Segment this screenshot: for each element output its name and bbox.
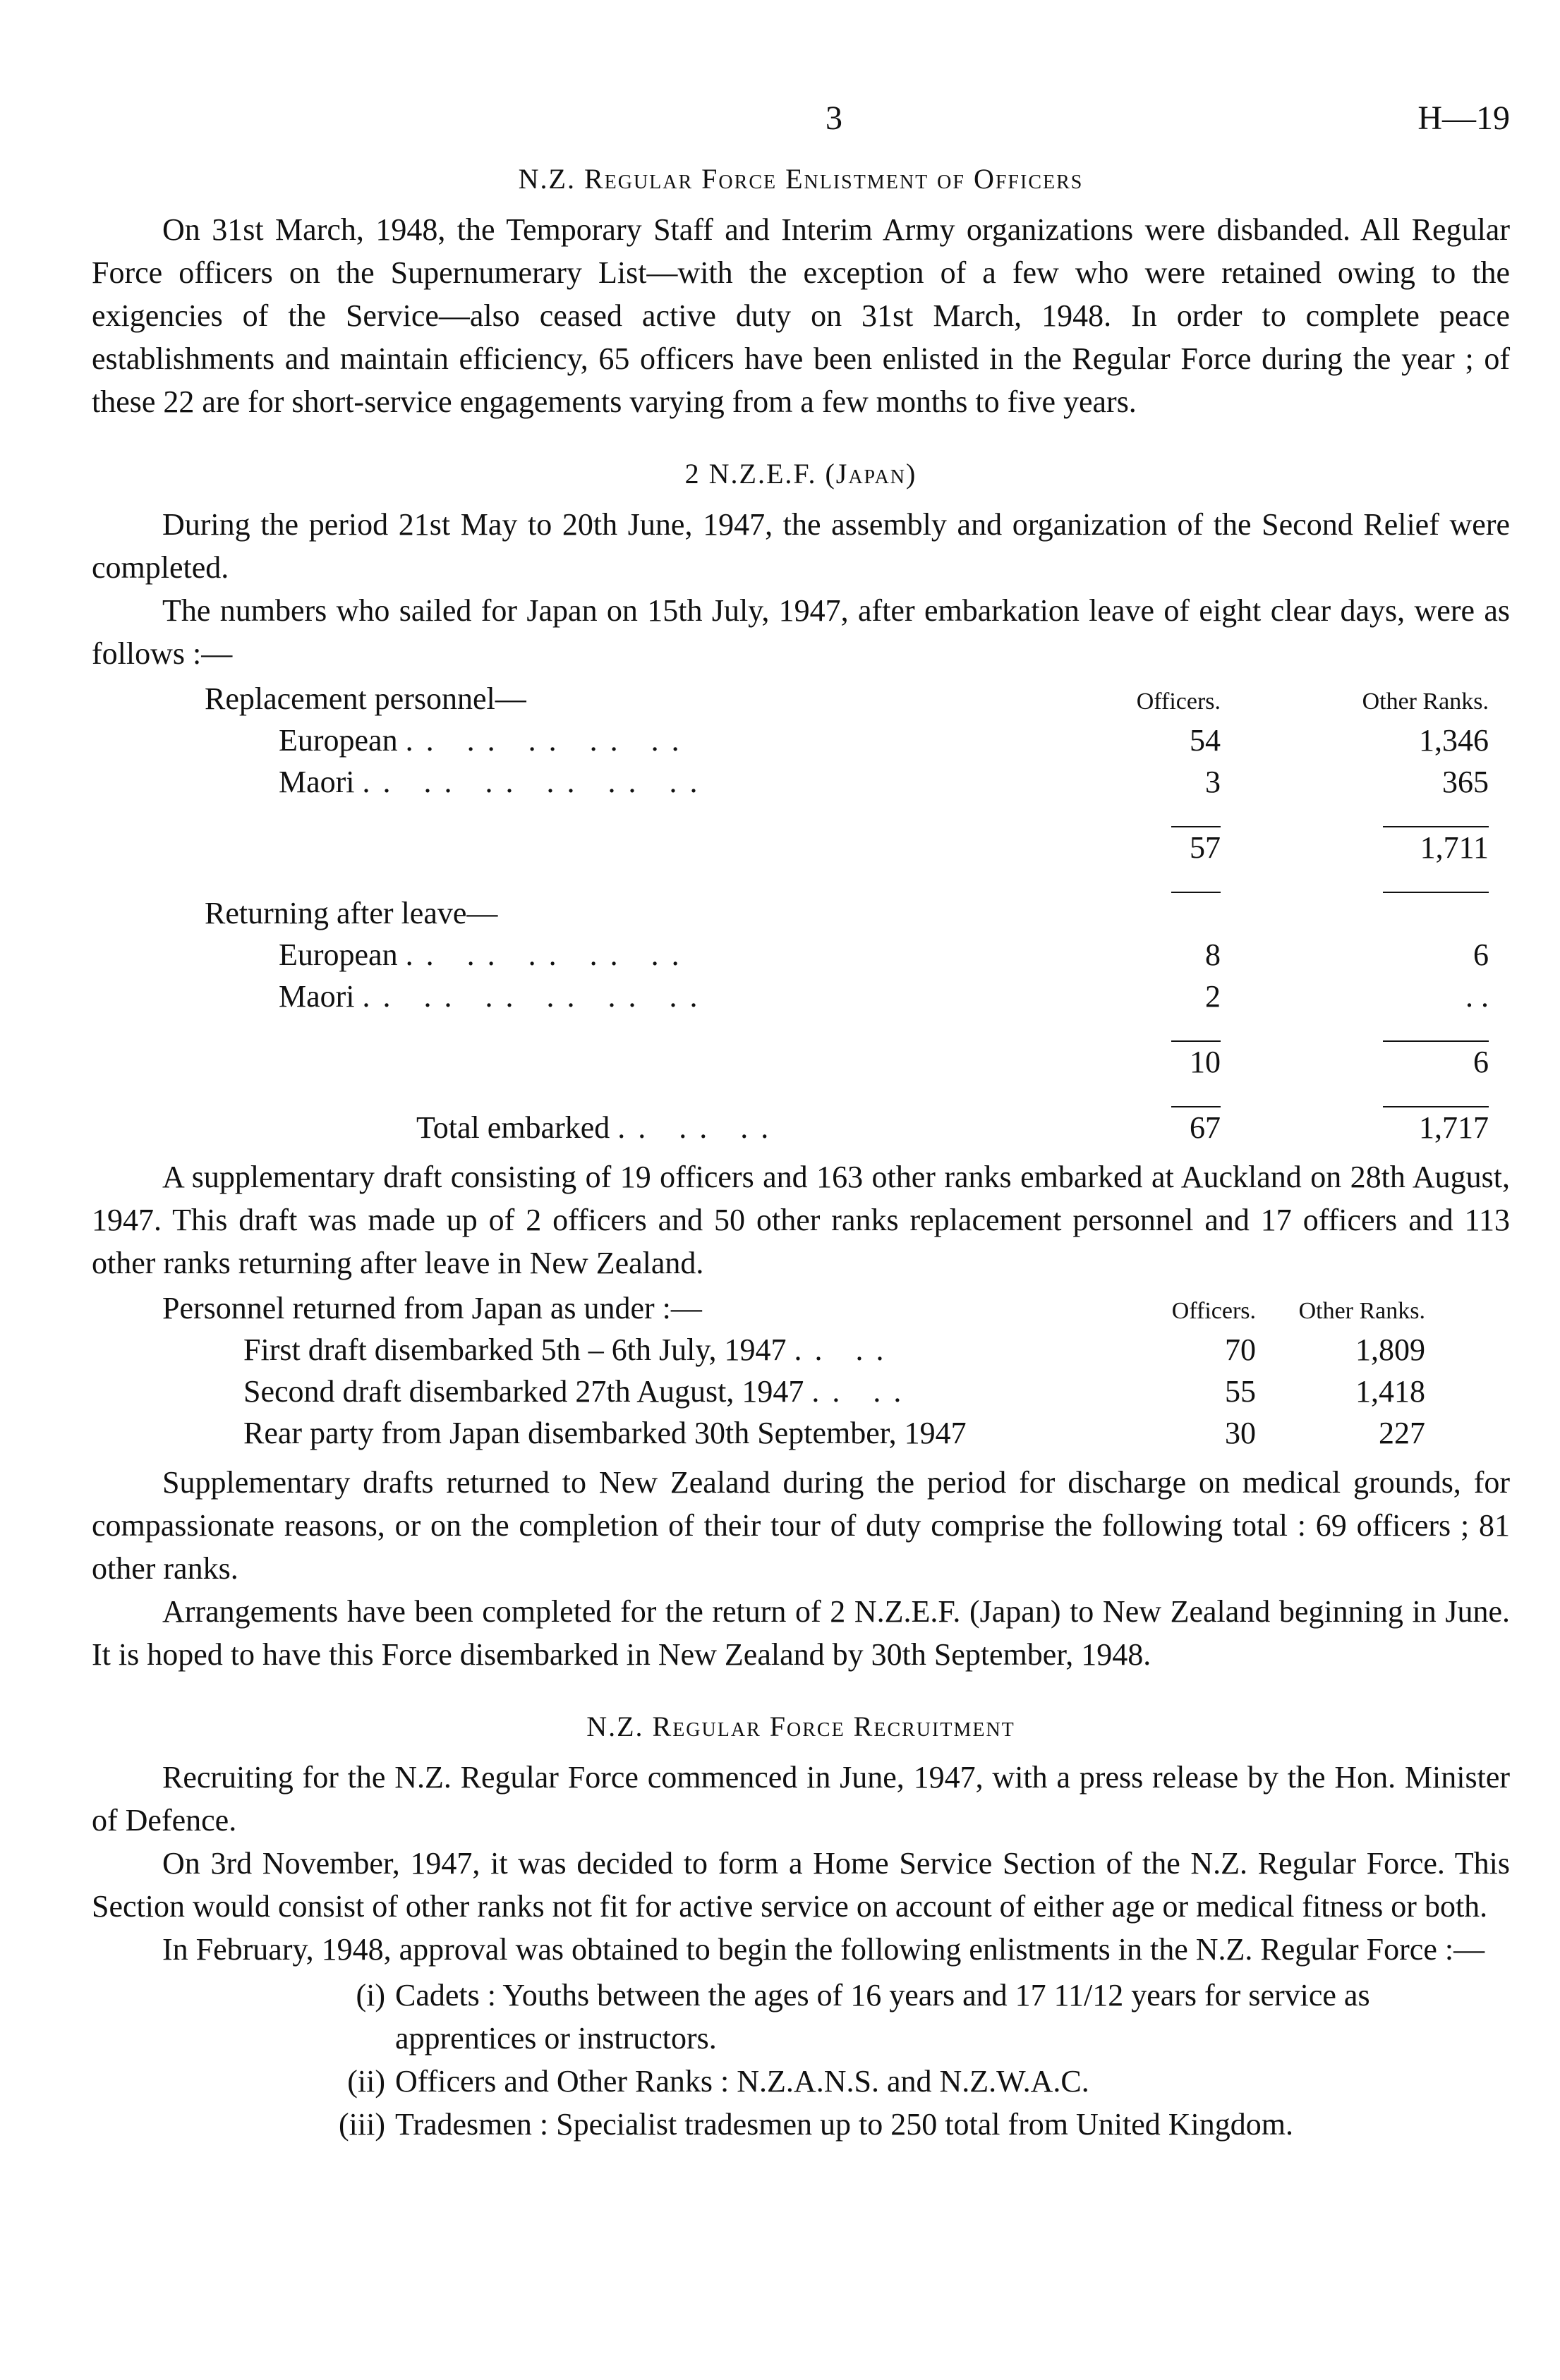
- table-row: [92, 720, 1510, 761]
- rule-line: [1383, 892, 1489, 893]
- cell-other-ranks: 6: [1473, 937, 1489, 972]
- list-item-number: (i): [356, 1978, 385, 2012]
- row-label: Total embarked: [416, 1110, 610, 1145]
- paragraph: On 3rd November, 1947, it was decided to form a Home Service Section of the N.Z. Regular Force. This Section would consist of other ranks not fit for active service on account of either age or medical fitness or both.: [92, 1846, 1510, 1924]
- cell-officers: 30: [1225, 1416, 1256, 1450]
- row-label: Maori: [279, 765, 355, 799]
- paragraph: On 31st March, 1948, the Temporary Staff and Interim Army organizations were disbanded. All Regular Force officers on the Supernumerary List—with the exception of a few who were retained owing to the exigencies of the Service—also ceased active duty on 31st March, 1948. In order to complete peace establishments and maintain efficiency, 65 officers have been enlisted in the Regular Force during the year ; of these 22 are for short-service engagements varying from a few months to five years.: [92, 212, 1510, 419]
- page-number: 3: [826, 99, 842, 137]
- list-item-text: Cadets : Youths between the ages of 16 years and 17 11/12 years for service as apprentices or instructors.: [395, 1978, 1370, 2056]
- cell-other-ranks: 1,717: [1419, 1110, 1489, 1145]
- cell-officers: 8: [1205, 937, 1221, 972]
- cell-other-ranks: 1,418: [1355, 1374, 1425, 1409]
- cell-officers: 57: [1190, 830, 1221, 865]
- row-label: First draft disembarked 5th – 6th July, 1947: [243, 1332, 787, 1367]
- returned-intro: Personnel returned from Japan as under :—: [162, 1291, 702, 1325]
- col-header-other-ranks: Other Ranks.: [1362, 688, 1489, 715]
- table-row: [92, 761, 1510, 803]
- section-heading-recruitment: N.Z. Regular Force Recruitment: [586, 1711, 1015, 1742]
- list-item-number: (iii): [339, 2107, 385, 2142]
- leader-dots: .. ..: [811, 1374, 914, 1409]
- leader-dots: .. .. ..: [617, 1110, 782, 1145]
- paragraph: In February, 1948, approval was obtained to begin the following enlistments in the N.Z. Regular Force :—: [162, 1932, 1485, 1967]
- section-heading-japan: 2 N.Z.E.F. (Japan): [684, 458, 917, 490]
- cell-other-ranks: 1,346: [1419, 723, 1489, 758]
- col-header-other-ranks: Other Ranks.: [1298, 1298, 1425, 1324]
- document-reference: H—19: [1417, 99, 1510, 137]
- leader-dots: .. .. .. .. .. ..: [362, 979, 711, 1014]
- col-header-officers: Officers.: [1136, 688, 1221, 715]
- leader-dots: .. .. .. .. .. ..: [362, 765, 711, 799]
- list-item-text: Officers and Other Ranks : N.Z.A.N.S. and N.Z.W.A.C.: [395, 2064, 1089, 2099]
- list-item: [92, 2103, 1510, 2146]
- rule-row: [92, 868, 1510, 892]
- list-item: [92, 1974, 1510, 2060]
- row-label: Second draft disembarked 27th August, 1947: [243, 1374, 804, 1409]
- subtotal-row: [92, 1041, 1510, 1083]
- list-item: [92, 2060, 1510, 2103]
- cell-other-ranks: . .: [1465, 979, 1489, 1014]
- paragraph: Recruiting for the N.Z. Regular Force commenced in June, 1947, with a press release by the Hon. Minister of Defence.: [92, 1760, 1510, 1838]
- table-row: [92, 1412, 1510, 1454]
- table-header-row: [92, 1287, 1510, 1329]
- row-label: European: [279, 937, 398, 972]
- row-label: Maori: [279, 979, 355, 1014]
- returned-table: [92, 1287, 1510, 1454]
- cell-officers: 2: [1205, 979, 1221, 1014]
- leader-dots: .. .. .. .. ..: [405, 723, 692, 758]
- paragraph: The numbers who sailed for Japan on 15th July, 1947, after embarkation leave of eight clear days, were as follows :—: [92, 593, 1510, 671]
- list-item-number: (ii): [347, 2064, 385, 2099]
- cell-other-ranks: 227: [1379, 1416, 1425, 1450]
- cell-officers: 55: [1225, 1374, 1256, 1409]
- cell-other-ranks: 365: [1442, 765, 1489, 799]
- paragraph: During the period 21st May to 20th June, 1947, the assembly and organization of the Second Relief were completed.: [92, 507, 1510, 585]
- paragraph: Arrangements have been completed for the return of 2 N.Z.E.F. (Japan) to New Zealand beginning in June. It is hoped to have this Force disembarked in New Zealand by 30th September, 1948.: [92, 1594, 1510, 1672]
- rule-row: [92, 1017, 1510, 1041]
- enlistment-list: [92, 1974, 1510, 2146]
- table-row: [92, 934, 1510, 976]
- col-header-officers: Officers.: [1171, 1298, 1256, 1324]
- cell-officers: 70: [1225, 1332, 1256, 1367]
- paragraph: Supplementary drafts returned to New Zealand during the period for discharge on medical grounds, for compassionate reasons, or on the completion of their tour of duty comprise the following total : 69 officers ; 81 other ranks.: [92, 1465, 1510, 1586]
- total-row: [92, 1107, 1510, 1148]
- rule-line: [1171, 892, 1221, 893]
- cell-officers: 54: [1190, 723, 1221, 758]
- leader-dots: .. ..: [794, 1332, 897, 1367]
- cell-other-ranks: 1,711: [1420, 830, 1489, 865]
- row-label: European: [279, 723, 398, 758]
- table-header-row: [92, 678, 1510, 720]
- rule-row: [92, 1083, 1510, 1107]
- document-page: [92, 85, 1510, 2146]
- page-header: [92, 85, 1510, 162]
- replacement-label: Replacement personnel—: [205, 681, 526, 716]
- list-item-text: Tradesmen : Specialist tradesmen up to 250 total from United Kingdom.: [395, 2107, 1293, 2142]
- embarkation-table: [92, 678, 1510, 1148]
- cell-officers: 67: [1190, 1110, 1221, 1145]
- leader-dots: .. .. .. .. ..: [405, 937, 692, 972]
- table-row: [92, 976, 1510, 1017]
- cell-other-ranks: 1,809: [1355, 1332, 1425, 1367]
- row-label: Rear party from Japan disembarked 30th September, 1947: [243, 1416, 967, 1450]
- cell-officers: 3: [1205, 765, 1221, 799]
- table-row: [92, 1371, 1510, 1412]
- paragraph: A supplementary draft consisting of 19 officers and 163 other ranks embarked at Auckland on 28th August, 1947. This draft was made up of 2 officers and 50 other ranks replacement personnel and 17 officers and 113 other ranks returning after leave in New Zealand.: [92, 1160, 1510, 1280]
- cell-officers: 10: [1190, 1045, 1221, 1079]
- subtotal-row: [92, 827, 1510, 868]
- table-row: [92, 1329, 1510, 1371]
- returning-label: Returning after leave—: [205, 896, 498, 930]
- section-heading-officers: N.Z. Regular Force Enlistment of Officers: [518, 163, 1084, 195]
- rule-row: [92, 803, 1510, 827]
- cell-other-ranks: 6: [1473, 1045, 1489, 1079]
